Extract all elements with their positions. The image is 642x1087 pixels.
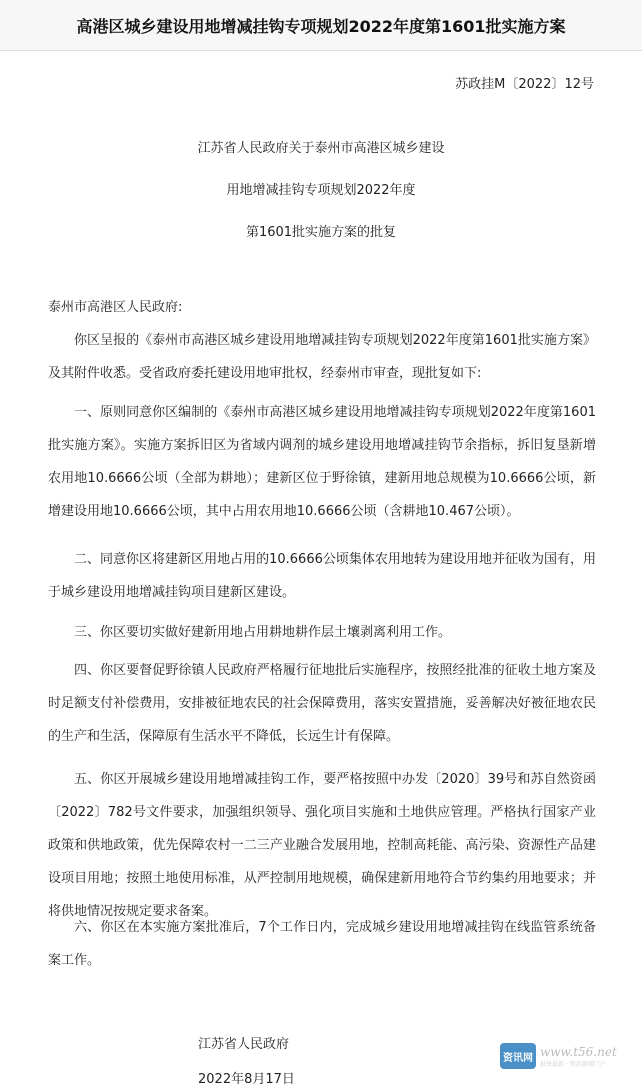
watermark-tagline: 最快最新 · 资讯新闻门户 bbox=[540, 1060, 606, 1068]
signature: 江苏省人民政府 bbox=[198, 1037, 290, 1052]
page-title: 高港区城乡建设用地增减挂钩专项规划2022年度第1601批实施方案 bbox=[76, 16, 566, 36]
watermark bbox=[500, 1038, 640, 1074]
document-subtitle-line-2: 用地增减挂钩专项规划2022年度 bbox=[226, 183, 416, 198]
page-header bbox=[0, 0, 642, 51]
watermark-url: www.t56.net bbox=[540, 1044, 617, 1059]
salutation: 泰州市高港区人民政府: bbox=[48, 300, 183, 315]
document-number: 苏政挂M〔2022〕12号 bbox=[455, 77, 594, 92]
paragraph-item-6: 六、你区在本实施方案批准后，7个工作日内，完成城乡建设用地增减挂钩在线监管系统备案工作。 bbox=[48, 920, 596, 968]
paragraph-item-3: 三、你区要切实做好建新用地占用耕地耕作层土壤剥离利用工作。 bbox=[74, 625, 452, 640]
document-subtitle-line-1: 江苏省人民政府关于泰州市高港区城乡建设 bbox=[197, 141, 445, 156]
watermark-logo: 资讯网 bbox=[500, 1043, 536, 1069]
paragraph-intro: 你区呈报的《泰州市高港区城乡建设用地增减挂钩专项规划2022年度第1601批实施方案》及其附件收悉。受省政府委托建设用地审批权，经泰州市审查，现批复如下: bbox=[48, 333, 596, 381]
paragraph-item-2: 二、同意你区将建新区用地占用的10.6666公顷集体农用地转为建设用地并征收为国有，用于城乡建设用地增减挂钩项目建新区建设。 bbox=[48, 552, 596, 600]
paragraph-item-4: 四、你区要督促野徐镇人民政府严格履行征地批后实施程序，按照经批准的征收土地方案及时足额支付补偿费用，安排被征地农民的社会保障费用，落实安置措施，妥善解决好被征地农民的生产和生活，保障原有生活水平不降低，长远生计有保障。 bbox=[48, 663, 596, 744]
document-subtitle-line-3: 第1601批实施方案的批复 bbox=[245, 225, 397, 240]
paragraph-item-1: 一、原则同意你区编制的《泰州市高港区城乡建设用地增减挂钩专项规划2022年度第1601批实施方案》。实施方案拆旧区为省域内调剂的城乡建设用地增减挂钩节余指标，拆旧复垦新增农用地10.6666公顷（全部为耕地）；建新区位于野徐镇，建新用地总规模为10.6666公顷，新增建设用地10.6666公顷，其中占用农用地10.6666公顷（含耕地10.467公顷）。 bbox=[48, 405, 596, 519]
paragraph-item-5: 五、你区开展城乡建设用地增减挂钩工作，要严格按照中办发〔2020〕39号和苏自然资函〔2022〕782号文件要求，加强组织领导、强化项目实施和土地供应管理。严格执行国家产业政策和供地政策，优先保障农村一二三产业融合发展用地，控制高耗能、高污染、资源性产品建设项目用地；按照土地使用标准，从严控制用地规模，确保建新用地符合节约集约用地要求；并将供地情况按规定要求备案。 bbox=[48, 772, 596, 919]
signature-date: 2022年8月17日 bbox=[198, 1072, 295, 1087]
